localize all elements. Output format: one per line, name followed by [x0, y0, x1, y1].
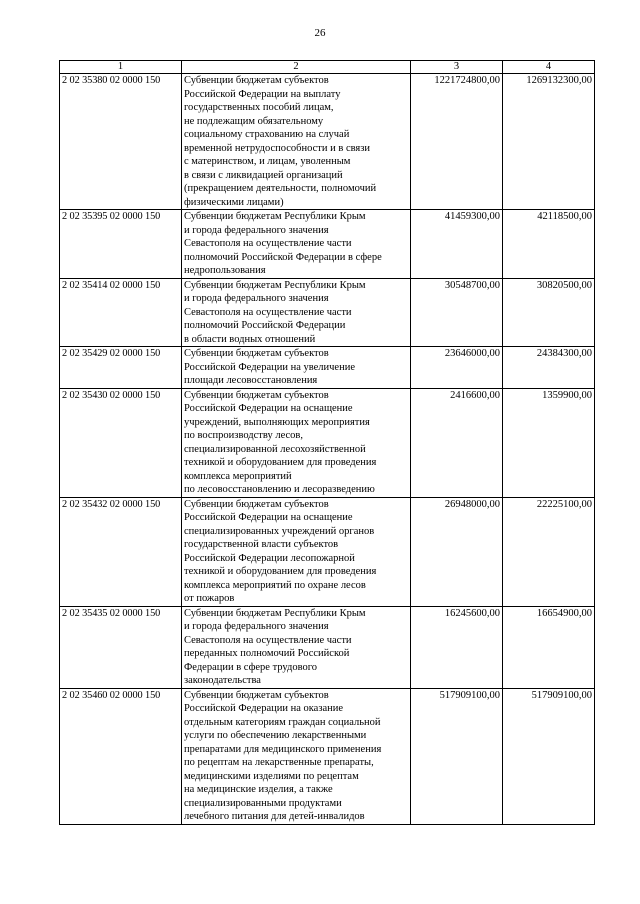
row-amount-col4: 42118500,00: [503, 210, 595, 279]
table-row: [60, 278, 595, 347]
row-amount-col3: 1221724800,00: [411, 74, 503, 210]
row-description: Субвенции бюджетам субъектов Российской Федерации на увеличение площади лесовосстановления: [182, 347, 411, 389]
row-amount-col3: 30548700,00: [411, 278, 503, 347]
table-row: [60, 497, 595, 606]
row-amount-col3: 2416600,00: [411, 388, 503, 497]
row-code: 2 02 35460 02 0000 150: [60, 688, 182, 824]
row-amount-col3: 16245600,00: [411, 606, 503, 688]
table-row: [60, 388, 595, 497]
row-code: 2 02 35414 02 0000 150: [60, 278, 182, 347]
row-description: Субвенции бюджетам Республики Крым и города федерального значения Севастополя на осуществление части полномочий Российской Федерации в сфере недропользования: [182, 210, 411, 279]
table-row: [60, 74, 595, 210]
row-amount-col4: 16654900,00: [503, 606, 595, 688]
table-row: [60, 347, 595, 389]
row-amount-col4: 517909100,00: [503, 688, 595, 824]
column-header-1: 1: [60, 61, 182, 74]
column-header-4: 4: [503, 61, 595, 74]
row-code: 2 02 35435 02 0000 150: [60, 606, 182, 688]
row-description: Субвенции бюджетам Республики Крым и города федерального значения Севастополя на осуществление части переданных полномочий Российской Федерации в сфере трудового законодательства: [182, 606, 411, 688]
column-header-2: 2: [182, 61, 411, 74]
table-row: [60, 688, 595, 824]
row-code: 2 02 35429 02 0000 150: [60, 347, 182, 389]
row-amount-col4: 30820500,00: [503, 278, 595, 347]
row-amount-col4: 1269132300,00: [503, 74, 595, 210]
row-amount-col4: 24384300,00: [503, 347, 595, 389]
row-code: 2 02 35432 02 0000 150: [60, 497, 182, 606]
row-description: Субвенции бюджетам субъектов Российской Федерации на выплату государственных пособий лицам, не подлежащим обязательному социальному страхованию на случай временной нетрудоспособности и в связи с материнством, и лицам, уволенным в связи с ликвидацией организаций (прекращением деятельности, полномочий физическими лицами): [182, 74, 411, 210]
page-number: 26: [314, 27, 326, 39]
budget-table: [59, 60, 595, 825]
table-row: [60, 606, 595, 688]
row-code: 2 02 35395 02 0000 150: [60, 210, 182, 279]
row-code: 2 02 35430 02 0000 150: [60, 388, 182, 497]
row-amount-col4: 22225100,00: [503, 497, 595, 606]
row-amount-col3: 41459300,00: [411, 210, 503, 279]
row-amount-col3: 517909100,00: [411, 688, 503, 824]
row-amount-col3: 23646000,00: [411, 347, 503, 389]
row-description: Субвенции бюджетам субъектов Российской Федерации на оснащение специализированных учреждений органов государственной власти субъектов Российской Федерации лесопожарной техникой и оборудованием для проведения комплекса мероприятий по охране лесов от пожаров: [182, 497, 411, 606]
row-description: Субвенции бюджетам субъектов Российской Федерации на оказание отдельным категориям граждан социальной услуги по обеспечению лекарственными препаратами для медицинского применения по рецептам на лекарственные препараты, медицинскими изделиями по рецептам на медицинские изделия, а также специализированными продуктами лечебного питания для детей-инвалидов: [182, 688, 411, 824]
row-description: Субвенции бюджетам субъектов Российской Федерации на оснащение учреждений, выполняющих мероприятия по воспроизводству лесов, специализированной лесохозяйственной техникой и оборудованием для проведения комплекса мероприятий по лесовосстановлению и лесоразведению: [182, 388, 411, 497]
row-amount-col4: 1359900,00: [503, 388, 595, 497]
row-code: 2 02 35380 02 0000 150: [60, 74, 182, 210]
row-description: Субвенции бюджетам Республики Крым и города федерального значения Севастополя на осуществление части полномочий Российской Федерации в области водных отношений: [182, 278, 411, 347]
table-header-row: [60, 61, 595, 74]
table-row: [60, 210, 595, 279]
column-header-3: 3: [411, 61, 503, 74]
row-amount-col3: 26948000,00: [411, 497, 503, 606]
